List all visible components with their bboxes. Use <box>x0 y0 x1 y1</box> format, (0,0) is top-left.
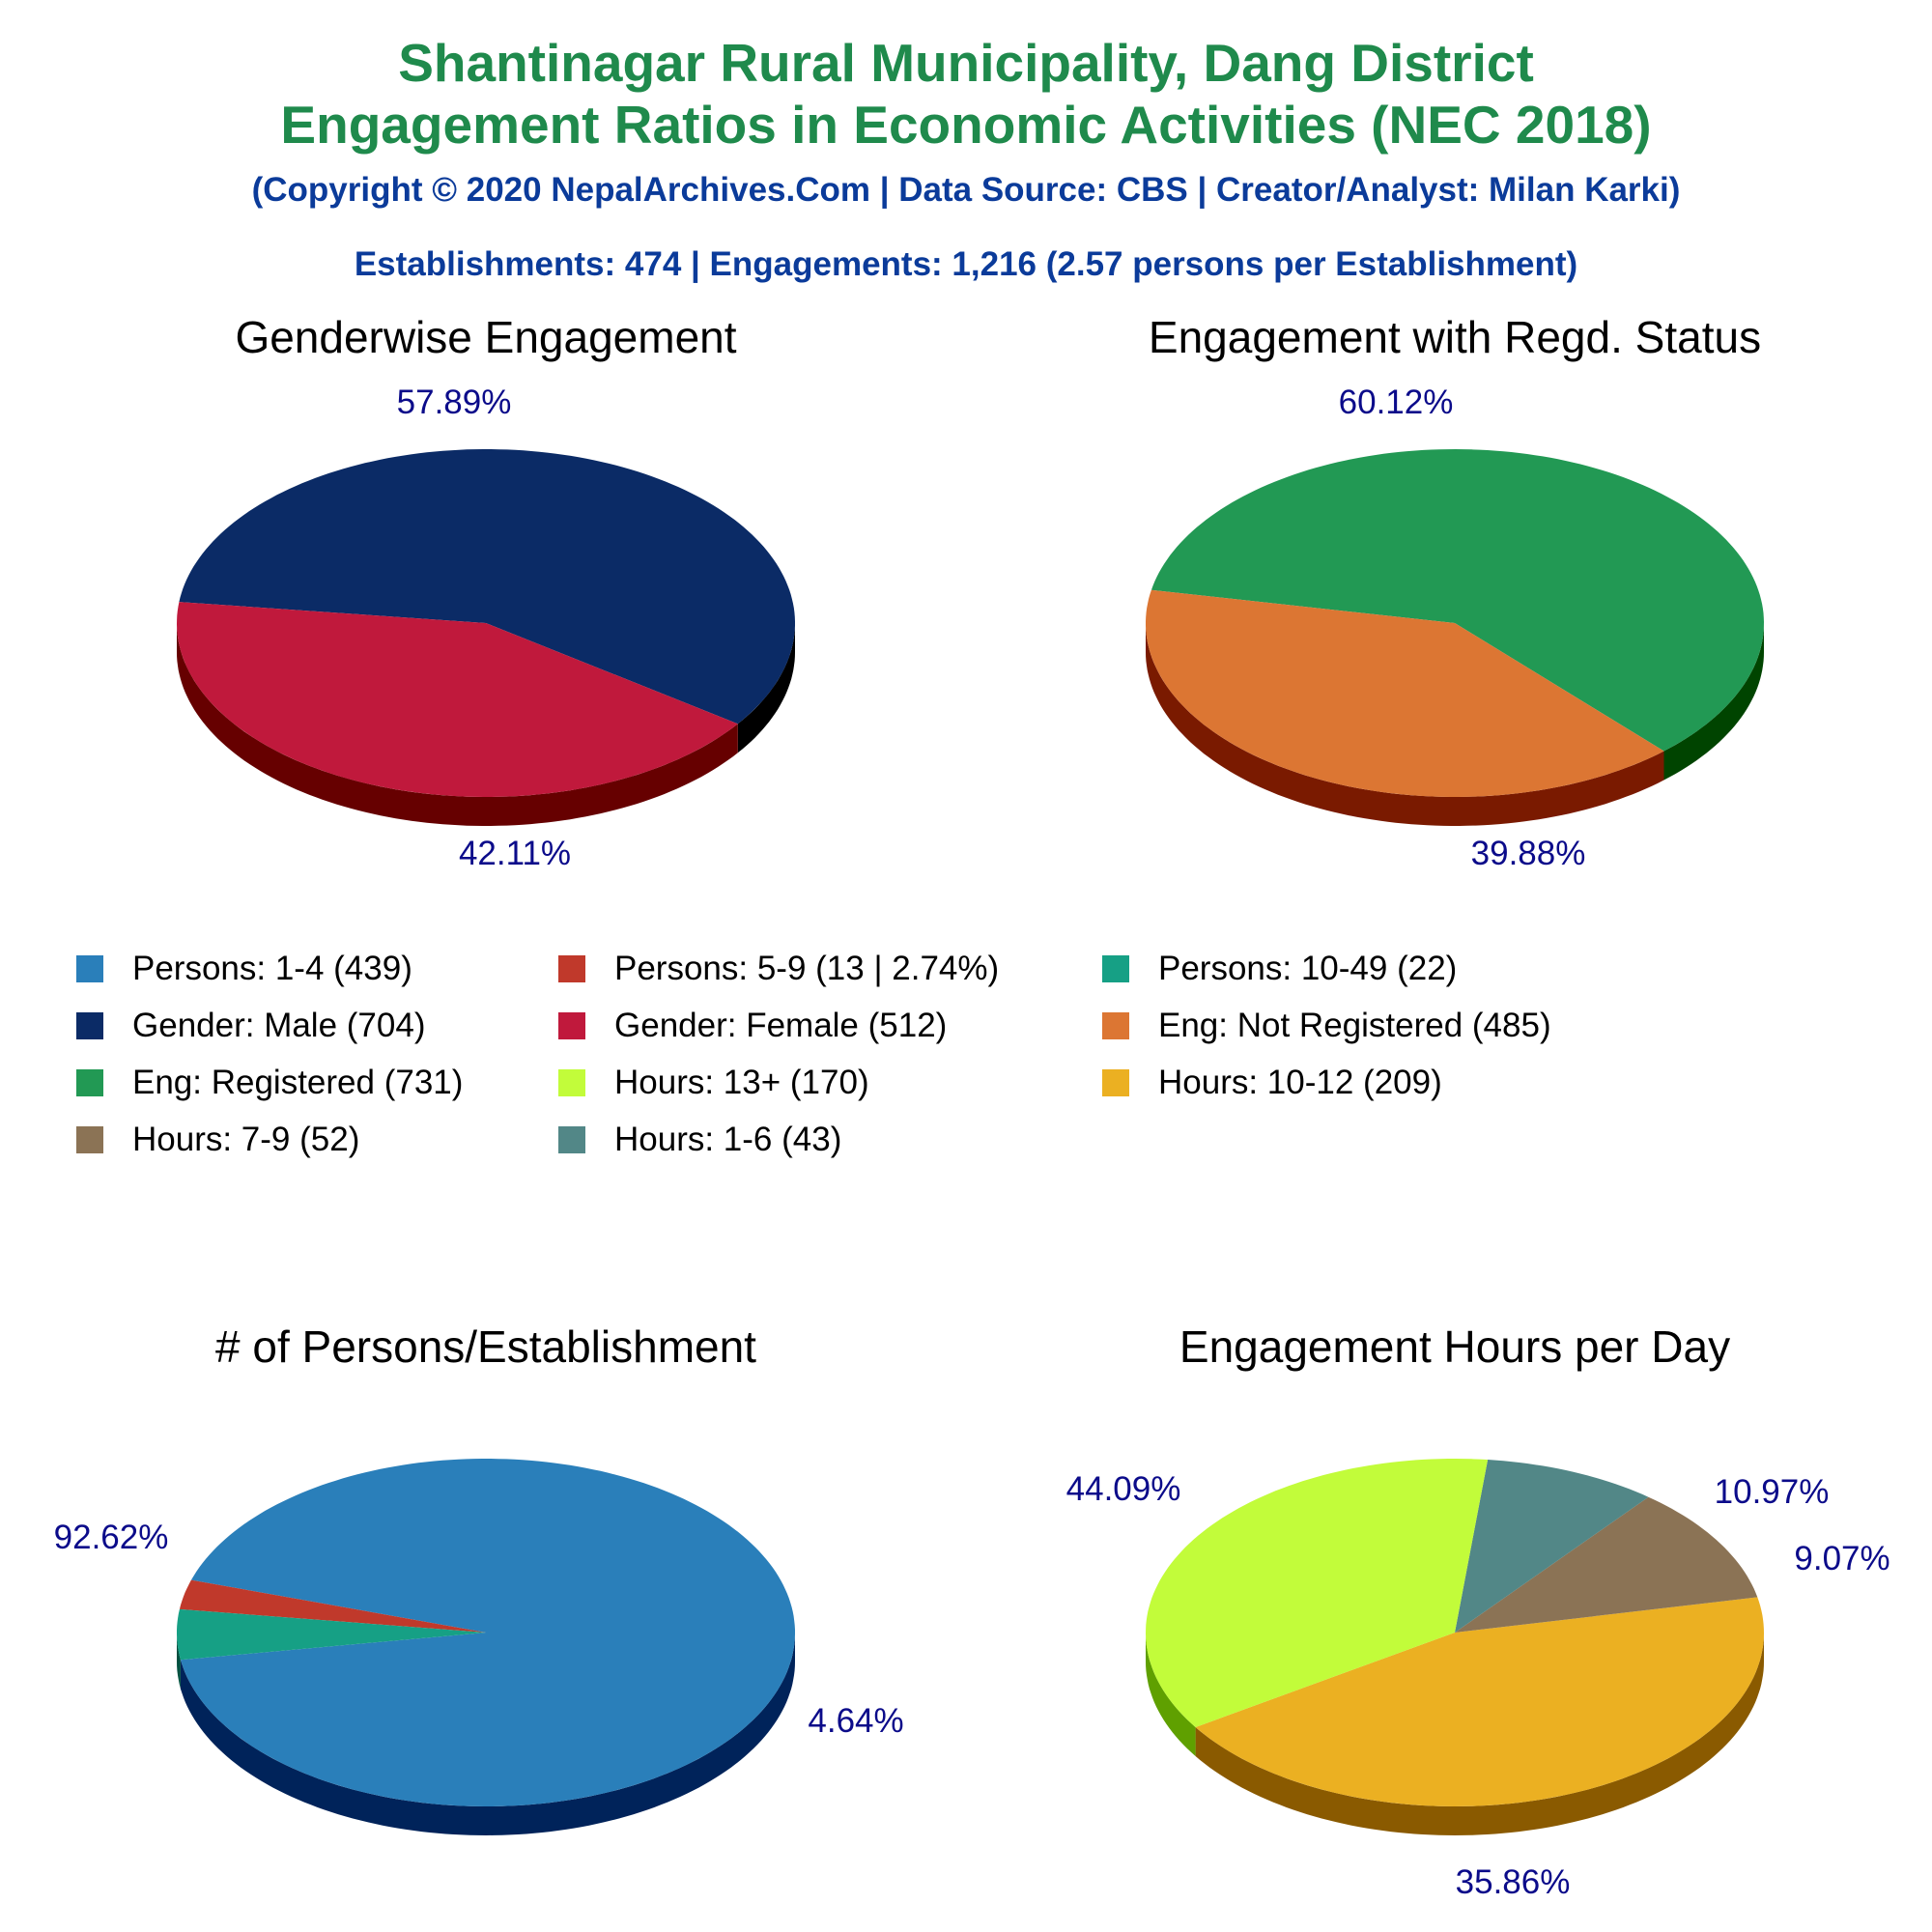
data-label: 92.62% <box>53 1519 169 1556</box>
legend-item <box>76 1062 463 1104</box>
chart-title: # of Persons/Establishment <box>215 1321 756 1372</box>
legend-swatch <box>76 955 103 982</box>
summary-line: Establishments: 474 | Engagements: 1,216 (2.57 persons per Establishment) <box>354 245 1578 283</box>
legend-swatch <box>558 1069 585 1096</box>
data-label: 9.07% <box>1794 1540 1890 1577</box>
data-label: 35.86% <box>1455 1863 1571 1901</box>
legend-item <box>558 948 999 990</box>
legend-label: Eng: Not Registered (485) <box>1158 1007 1551 1044</box>
legend-swatch <box>558 1012 585 1039</box>
legend-swatch <box>76 1126 103 1153</box>
chart-title: Engagement Hours per Day <box>1179 1321 1731 1372</box>
legend-item <box>1102 1062 1442 1104</box>
legend-swatch <box>558 955 585 982</box>
legend-label: Hours: 10-12 (209) <box>1158 1064 1442 1101</box>
chart-title: Genderwise Engagement <box>235 312 737 362</box>
legend-swatch <box>558 1126 585 1153</box>
data-label: 44.09% <box>1065 1470 1181 1508</box>
data-label: 60.12% <box>1338 384 1454 421</box>
legend-item <box>76 1005 425 1047</box>
legend-swatch <box>76 1012 103 1039</box>
title-line-1: Shantinagar Rural Municipality, Dang District <box>398 33 1534 93</box>
chart-title: Engagement with Regd. Status <box>1148 312 1762 362</box>
data-label: 57.89% <box>396 384 512 421</box>
legend-label: Persons: 5-9 (13 | 2.74%) <box>614 950 1000 987</box>
pie-chart-1 <box>177 312 795 872</box>
legend-item <box>558 1062 869 1104</box>
pie-chart-4 <box>1066 1321 1890 1901</box>
legend-item <box>558 1119 841 1161</box>
data-label: 4.64% <box>808 1702 904 1740</box>
legend-swatch <box>1102 1012 1129 1039</box>
copyright-line: (Copyright © 2020 NepalArchives.Com | Data Source: CBS | Creator/Analyst: Milan Karki) <box>251 171 1681 209</box>
data-label: 39.88% <box>1470 835 1586 872</box>
legend-swatch <box>1102 1069 1129 1096</box>
legend-label: Hours: 13+ (170) <box>614 1064 869 1101</box>
legend-label: Persons: 10-49 (22) <box>1158 950 1458 987</box>
data-label: 10.97% <box>1714 1473 1830 1511</box>
legend-label: Eng: Registered (731) <box>132 1064 464 1101</box>
legend-label: Gender: Female (512) <box>614 1007 948 1044</box>
legend-item <box>1102 1005 1551 1047</box>
title-line-2: Engagement Ratios in Economic Activities (NEC 2018) <box>280 95 1652 155</box>
data-label: 42.11% <box>458 835 572 872</box>
pie-chart-2 <box>1146 312 1764 872</box>
legend-item <box>1102 948 1457 990</box>
pie-chart-3 <box>54 1321 904 1835</box>
legend-item <box>76 948 412 990</box>
legend-item <box>558 1005 947 1047</box>
legend-label: Persons: 1-4 (439) <box>132 950 412 987</box>
legend-label: Hours: 1-6 (43) <box>614 1121 842 1158</box>
legend-swatch <box>76 1069 103 1096</box>
legend-label: Gender: Male (704) <box>132 1007 426 1044</box>
legend-swatch <box>1102 955 1129 982</box>
legend-label: Hours: 7-9 (52) <box>132 1121 360 1158</box>
legend-item <box>76 1119 359 1161</box>
